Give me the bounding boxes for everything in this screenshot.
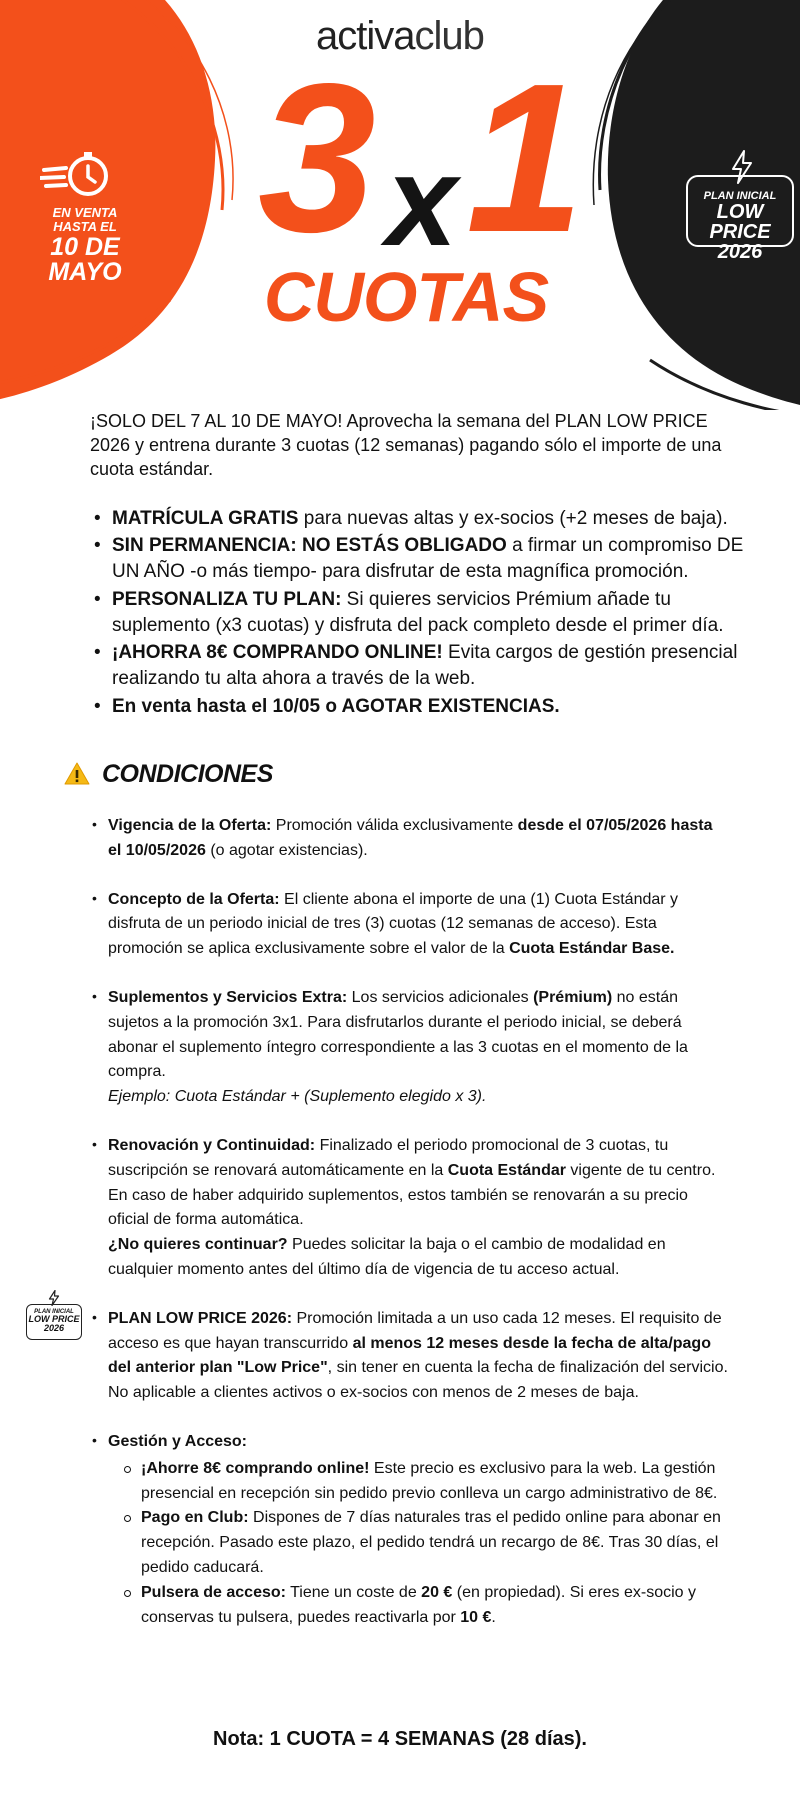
- benefit-bold: En venta hasta el 10/05 o AGOTAR EXISTENCIAS.: [112, 695, 560, 717]
- benefit-text: para nuevas altas y ex-socios (+2 meses de baja).: [298, 508, 728, 529]
- renovacion-label: Renovación y Continuidad:: [108, 1136, 316, 1154]
- renovacion-answer: Puedes solicitar la baja o el cambio de modalidad en cualquier momento antes del último día de vigencia de tu acceso actual.: [108, 1236, 666, 1278]
- sale-line-2: HASTA EL: [53, 219, 117, 235]
- condition-suplementos: [90, 986, 730, 1110]
- intro-text: ¡SOLO DEL 7 AL 10 DE MAYO! Aprovecha la semana del PLAN LOW PRICE 2026 y entrena durante 3 cuotas (12 semanas) pagando sólo el importe de una cuota estándar.: [90, 411, 722, 479]
- suplementos-tail: no están sujetos a la promoción 3x1. Para disfrutarlos durante el periodo inicial, se deberá abonar el suplemento íntegro correspondiente a las 3 cuotas en el momento de la compra.: [108, 988, 688, 1081]
- hero-banner: [0, 0, 800, 410]
- condition-gestion: [90, 1430, 730, 1630]
- orange-brush-blob: [0, 0, 240, 410]
- gestion-item-price: 20 €: [421, 1583, 453, 1601]
- gestion-item-text: Este precio es exclusivo para la web. La gestión presencial en recepción sin pedido previo conlleva un cargo administrativo de 8€.: [141, 1459, 718, 1502]
- plan-low-price-mini-badge: [26, 1290, 82, 1344]
- condition-vigencia: [90, 814, 730, 864]
- condition-low-price: [90, 1307, 730, 1406]
- benefits-list: [90, 506, 750, 721]
- benefit-text: Evita cargos de gestión presencial realizando tu alta ahora a través de la web.: [112, 642, 738, 690]
- lowprice-bold: al menos 12 meses desde la fecha de alta/pago del anterior plan "Low Price": [108, 1334, 711, 1377]
- brand-logo: [0, 14, 800, 59]
- promo-x: x: [386, 130, 458, 273]
- gestion-label: Gestión y Acceso:: [108, 1432, 248, 1450]
- gestion-item: [108, 1457, 730, 1507]
- gestion-item-text: Dispones de 7 días naturales tras el pedido online para abonar en recepción. Pasado este plazo, el pedido tendrá un recargo de 8€. Tras 30 días, el pedido caducará.: [141, 1509, 721, 1576]
- vigencia-tail: (o agotar existencias).: [205, 841, 368, 859]
- clock-icon: [40, 148, 116, 202]
- benefit-text: a firmar un compromiso DE UN AÑO -o más tiempo- para disfrutar de esta magnífica promoción.: [112, 535, 744, 583]
- warning-icon: [64, 762, 90, 786]
- conditions-title: CONDICIONES: [102, 759, 273, 788]
- conditions-list: [90, 814, 730, 1630]
- gestion-item-text2: (en propiedad). Si eres ex-socio y conservas tu pulsera, puedes reactivarla por: [141, 1583, 696, 1626]
- badge-line-2: LOW PRICE: [709, 201, 771, 243]
- lowprice-text: Promoción limitada a un uso cada 12 meses. El requisito de acceso es que hayan transcurrido: [108, 1309, 722, 1352]
- promo-number-three: 3: [258, 39, 368, 276]
- plan-low-price-badge: [686, 175, 794, 263]
- suplementos-label: Suplementos y Servicios Extra:: [108, 988, 348, 1006]
- mini-badge-line-1: PLAN INICIAL: [34, 1309, 74, 1315]
- benefit-item: [90, 506, 750, 532]
- gestion-item-bold: ¡Ahorre 8€ comprando online!: [141, 1459, 370, 1477]
- benefit-item: [90, 587, 750, 639]
- gestion-sublist: [108, 1457, 730, 1631]
- lowprice-label: PLAN LOW PRICE 2026:: [108, 1309, 293, 1327]
- mini-badge-line-3: 2026: [43, 1323, 65, 1333]
- benefit-item: [90, 533, 750, 585]
- gestion-item: [108, 1581, 730, 1631]
- conditions-heading: [64, 758, 273, 790]
- gestion-item-bold: Pago en Club:: [141, 1509, 249, 1527]
- concepto-text: El cliente abona el importe de una (1) Cuota Estándar y disfruta de un periodo inicial de tres (3) cuotas (12 semanas de acceso). Esta promoción se aplica exclusivamente sobre el valor de la: [108, 890, 679, 958]
- gestion-item: [108, 1506, 730, 1580]
- gestion-item-text: Tiene un coste de: [285, 1583, 422, 1601]
- logo-light: club: [414, 14, 484, 58]
- vigencia-label: Vigencia de la Oferta:: [108, 817, 272, 834]
- benefit-bold: MATRÍCULA GRATIS: [112, 508, 299, 529]
- benefit-text: Si quieres servicios Prémium añade tu suplemento (x3 cuotas) y disfruta del pack completo desde el primer día.: [112, 588, 724, 636]
- sale-line-4: MAYO: [48, 257, 122, 286]
- lowprice-tail: , sin tener en cuenta la fecha de finalización del servicio. No aplicable a clientes activos o ex-socios con menos de 2 meses de baja.: [108, 1359, 728, 1402]
- promo-word: CUOTAS: [263, 258, 549, 336]
- concepto-label: Concepto de la Oferta:: [108, 890, 280, 908]
- badge-line-3: 2026: [717, 241, 763, 263]
- sale-line-1: EN VENTA: [52, 205, 118, 220]
- condition-renovacion: [90, 1134, 730, 1283]
- vigencia-text: Promoción válida exclusivamente: [271, 817, 518, 834]
- benefit-bold: ¡AHORRA 8€ COMPRANDO ONLINE!: [112, 642, 443, 664]
- suplementos-example: Ejemplo: Cuota Estándar + (Suplemento elegido x 3).: [108, 1088, 487, 1106]
- sale-until-label: [30, 206, 140, 285]
- badge-line-1: PLAN INICIAL: [703, 190, 777, 202]
- gestion-item-text3: .: [491, 1608, 496, 1626]
- mini-badge-line-2: LOW PRICE: [28, 1314, 80, 1324]
- suplementos-bold: (Prémium): [533, 988, 613, 1006]
- mini-badge-box: [26, 1304, 82, 1340]
- renovacion-text: Finalizado el periodo promocional de 3 cuotas, tu suscripción se renovará automáticamente en la: [108, 1136, 669, 1179]
- benefit-bold: SIN PERMANENCIA: NO ESTÁS OBLIGADO: [112, 535, 507, 557]
- benefit-item: [90, 640, 750, 692]
- concepto-bold: Cuota Estándar Base.: [509, 940, 675, 958]
- renovacion-bold: Cuota Estándar: [447, 1161, 566, 1179]
- footnote: Nota: 1 CUOTA = 4 SEMANAS (28 días).: [213, 1728, 587, 1750]
- gestion-item-price2: 10 €: [460, 1608, 492, 1626]
- gestion-item-bold: Pulsera de acceso:: [141, 1583, 286, 1601]
- renovacion-tail: vigente de tu centro. En caso de haber adquirido suplementos, estos también se renovarán a su precio oficial de forma automática.: [108, 1161, 716, 1229]
- promo-number-one: 1: [466, 39, 584, 276]
- renovacion-question: ¿No quieres continuar?: [108, 1236, 288, 1254]
- condition-concepto: [90, 888, 730, 962]
- suplementos-text: Los servicios adicionales: [347, 988, 534, 1006]
- benefit-bold: PERSONALIZA TU PLAN:: [112, 588, 342, 610]
- benefit-item: [90, 694, 750, 720]
- vigencia-dates: desde el 07/05/2026 hasta el 10/05/2026: [108, 817, 713, 859]
- logo-bold: activa: [316, 14, 415, 58]
- sale-line-3: 10 DE: [50, 232, 120, 261]
